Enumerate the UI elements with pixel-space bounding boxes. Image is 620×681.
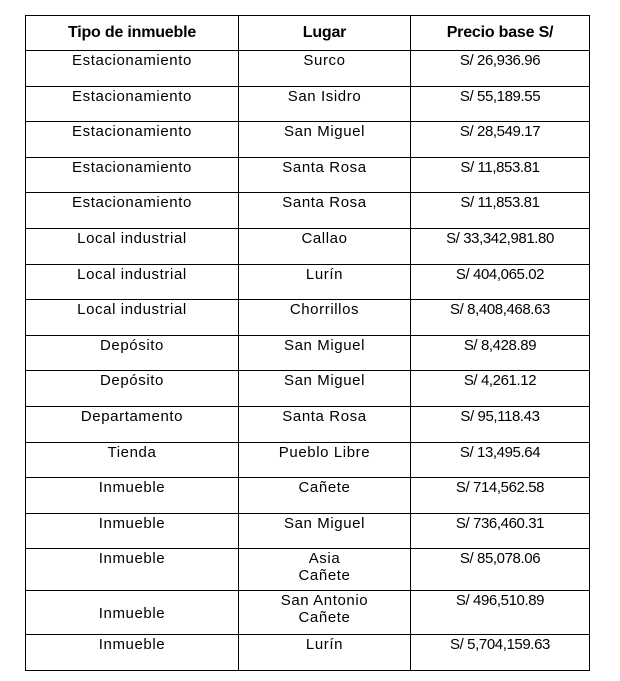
table-header-row [26, 16, 590, 51]
table-row [26, 228, 590, 264]
table-row [26, 371, 590, 407]
cell-base-price: S/ 5,704,159.63 [411, 635, 590, 671]
table-row [26, 300, 590, 336]
cell-place [239, 371, 411, 407]
place-line: Santa Rosa [282, 158, 367, 176]
cell-place [239, 478, 411, 514]
place-line: Callao [301, 229, 348, 247]
property-price-table [25, 15, 590, 671]
cell-base-price: S/ 736,460.31 [411, 513, 590, 549]
cell-base-price: S/ 95,118.43 [411, 406, 590, 442]
cell-place [239, 406, 411, 442]
cell-property-type: Local industrial [26, 300, 239, 336]
cell-property-type: Depósito [26, 335, 239, 371]
cell-base-price: S/ 33,342,981.80 [411, 228, 590, 264]
cell-place [239, 591, 411, 635]
place-line: Asia [308, 550, 341, 568]
table-row [26, 478, 590, 514]
place-line: Cañete [298, 609, 351, 627]
place-line: San Antonio [280, 592, 369, 610]
cell-base-price: S/ 4,261.12 [411, 371, 590, 407]
cell-property-type: Inmueble [26, 513, 239, 549]
cell-base-price: S/ 85,078.06 [411, 549, 590, 591]
table-row [26, 86, 590, 122]
table-row [26, 549, 590, 591]
cell-property-type: Estacionamiento [26, 193, 239, 229]
cell-base-price: S/ 714,562.58 [411, 478, 590, 514]
cell-property-type: Inmueble [26, 549, 239, 591]
cell-property-type: Depósito [26, 371, 239, 407]
cell-property-type: Inmueble [26, 635, 239, 671]
place-line: Lurín [305, 265, 344, 283]
place-line: Pueblo Libre [278, 443, 371, 461]
header-place: Lugar [239, 16, 411, 51]
cell-base-price: S/ 11,853.81 [411, 157, 590, 193]
cell-property-type: Estacionamiento [26, 122, 239, 158]
cell-place [239, 335, 411, 371]
place-line: Lurín [305, 636, 344, 654]
place-line: Cañete [298, 479, 351, 497]
table-row [26, 122, 590, 158]
table-row [26, 51, 590, 87]
place-line: Chorrillos [289, 301, 360, 319]
table-row [26, 157, 590, 193]
table-row [26, 264, 590, 300]
cell-property-type: Tienda [26, 442, 239, 478]
cell-base-price: S/ 55,189.55 [411, 86, 590, 122]
cell-place [239, 193, 411, 229]
table-row [26, 513, 590, 549]
cell-base-price: S/ 28,549.17 [411, 122, 590, 158]
cell-property-type: Inmueble [26, 478, 239, 514]
cell-base-price: S/ 496,510.89 [411, 591, 590, 635]
cell-base-price: S/ 13,495.64 [411, 442, 590, 478]
cell-base-price: S/ 8,408,468.63 [411, 300, 590, 336]
cell-place [239, 300, 411, 336]
place-line: Santa Rosa [282, 407, 367, 425]
cell-base-price: S/ 404,065.02 [411, 264, 590, 300]
cell-place [239, 442, 411, 478]
cell-place [239, 86, 411, 122]
cell-place [239, 228, 411, 264]
cell-base-price: S/ 11,853.81 [411, 193, 590, 229]
place-line: Santa Rosa [282, 194, 367, 212]
cell-property-type: Departamento [26, 406, 239, 442]
property-price-table-container [25, 15, 590, 671]
table-row [26, 635, 590, 671]
table-row [26, 335, 590, 371]
place-line: San Miguel [283, 123, 366, 141]
place-line: San Miguel [283, 372, 366, 390]
cell-place [239, 157, 411, 193]
place-line: Surco [303, 52, 346, 69]
table-row [26, 442, 590, 478]
cell-property-type: Inmueble [26, 591, 239, 635]
cell-place [239, 513, 411, 549]
cell-place [239, 635, 411, 671]
cell-property-type: Estacionamiento [26, 157, 239, 193]
cell-place [239, 549, 411, 591]
cell-place [239, 51, 411, 87]
table-row [26, 406, 590, 442]
cell-base-price: S/ 8,428.89 [411, 335, 590, 371]
table-row [26, 591, 590, 635]
cell-property-type: Local industrial [26, 228, 239, 264]
cell-base-price: S/ 26,936.96 [411, 51, 590, 87]
cell-place [239, 264, 411, 300]
place-line: San Isidro [287, 87, 362, 105]
cell-place [239, 122, 411, 158]
cell-property-type: Local industrial [26, 264, 239, 300]
table-body [26, 51, 590, 671]
header-base-price: Precio base S/ [411, 16, 590, 51]
cell-property-type: Estacionamiento [26, 86, 239, 122]
place-line: San Miguel [283, 514, 366, 532]
cell-property-type: Estacionamiento [26, 51, 239, 87]
header-property-type: Tipo de inmueble [26, 16, 239, 51]
place-line: Cañete [298, 567, 351, 585]
table-row [26, 193, 590, 229]
place-line: San Miguel [283, 336, 366, 354]
